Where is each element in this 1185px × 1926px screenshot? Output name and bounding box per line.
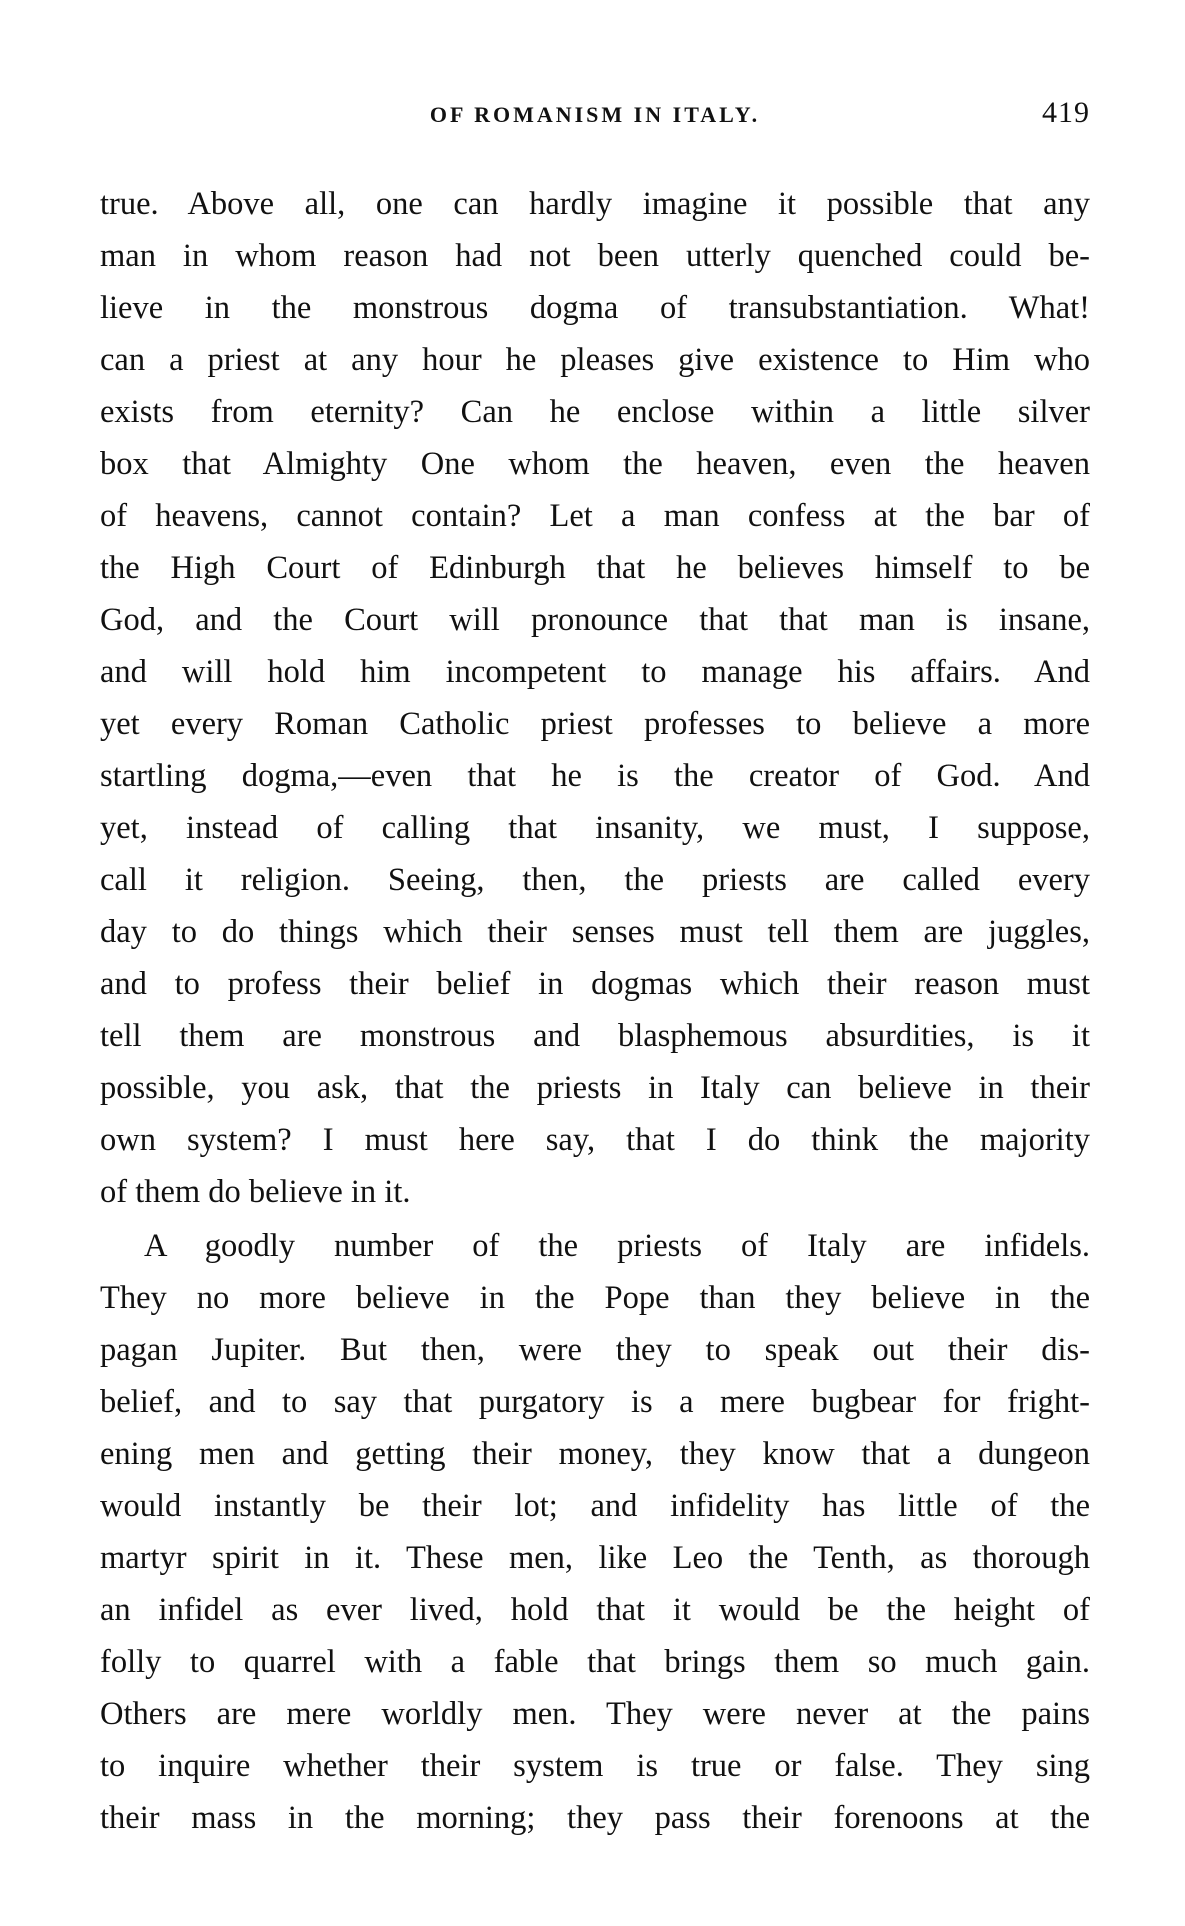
running-head [100,96,1090,136]
text-line: and will hold him incompetent to manage his affairs. And [100,654,1090,690]
text-line: martyr spirit in it. These men, like Leo the Tenth, as thorough [100,1540,1090,1576]
text-line: yet every Roman Catholic priest professes to believe a more [100,706,1090,742]
text-line: God, and the Court will pronounce that that man is insane, [100,602,1090,638]
text-line: can a priest at any hour he pleases give existence to Him who [100,342,1090,378]
body-text [100,178,1090,1844]
text-line: possible, you ask, that the priests in Italy can believe in their [100,1070,1090,1106]
paragraph-1 [100,178,1090,1218]
text-line: an infidel as ever lived, hold that it would be the height of [100,1592,1090,1628]
text-line: lieve in the monstrous dogma of transubstantiation. What! [100,290,1090,326]
text-line: yet, instead of calling that insanity, we must, I suppose, [100,810,1090,846]
text-line: ening men and getting their money, they know that a dungeon [100,1436,1090,1472]
text-line: A goodly number of the priests of Italy are infidels. [144,1228,1090,1264]
text-line: day to do things which their senses must tell them are juggles, [100,914,1090,950]
text-line: folly to quarrel with a fable that brings them so much gain. [100,1644,1090,1680]
text-line: tell them are monstrous and blasphemous absurdities, is it [100,1018,1090,1054]
text-line: exists from eternity? Can he enclose within a little silver [100,394,1090,430]
text-line: belief, and to say that purgatory is a mere bugbear for fright- [100,1384,1090,1420]
text-line: man in whom reason had not been utterly quenched could be- [100,238,1090,274]
paragraph-2 [100,1220,1090,1844]
text-line: of them do believe in it. [100,1174,411,1210]
text-line: their mass in the morning; they pass their forenoons at the [100,1800,1090,1836]
page-number: 419 [1042,96,1090,129]
running-title: OF ROMANISM IN ITALY. [429,102,761,127]
text-line: Others are mere worldly men. They were never at the pains [100,1696,1090,1732]
text-line: call it religion. Seeing, then, the priests are called every [100,862,1090,898]
text-line: of heavens, cannot contain? Let a man confess at the bar of [100,498,1090,534]
text-line: box that Almighty One whom the heaven, even the heaven [100,446,1090,482]
text-line: and to profess their belief in dogmas which their reason must [100,966,1090,1002]
text-line: They no more believe in the Pope than they believe in the [100,1280,1090,1316]
text-line: the High Court of Edinburgh that he believes himself to be [100,550,1090,586]
text-line: would instantly be their lot; and infidelity has little of the [100,1488,1090,1524]
text-line: own system? I must here say, that I do think the majority [100,1122,1090,1158]
text-line: pagan Jupiter. But then, were they to speak out their dis- [100,1332,1090,1368]
text-line: startling dogma,—even that he is the creator of God. And [100,758,1090,794]
text-line: to inquire whether their system is true or false. They sing [100,1748,1090,1784]
text-line: true. Above all, one can hardly imagine it possible that any [100,186,1090,222]
